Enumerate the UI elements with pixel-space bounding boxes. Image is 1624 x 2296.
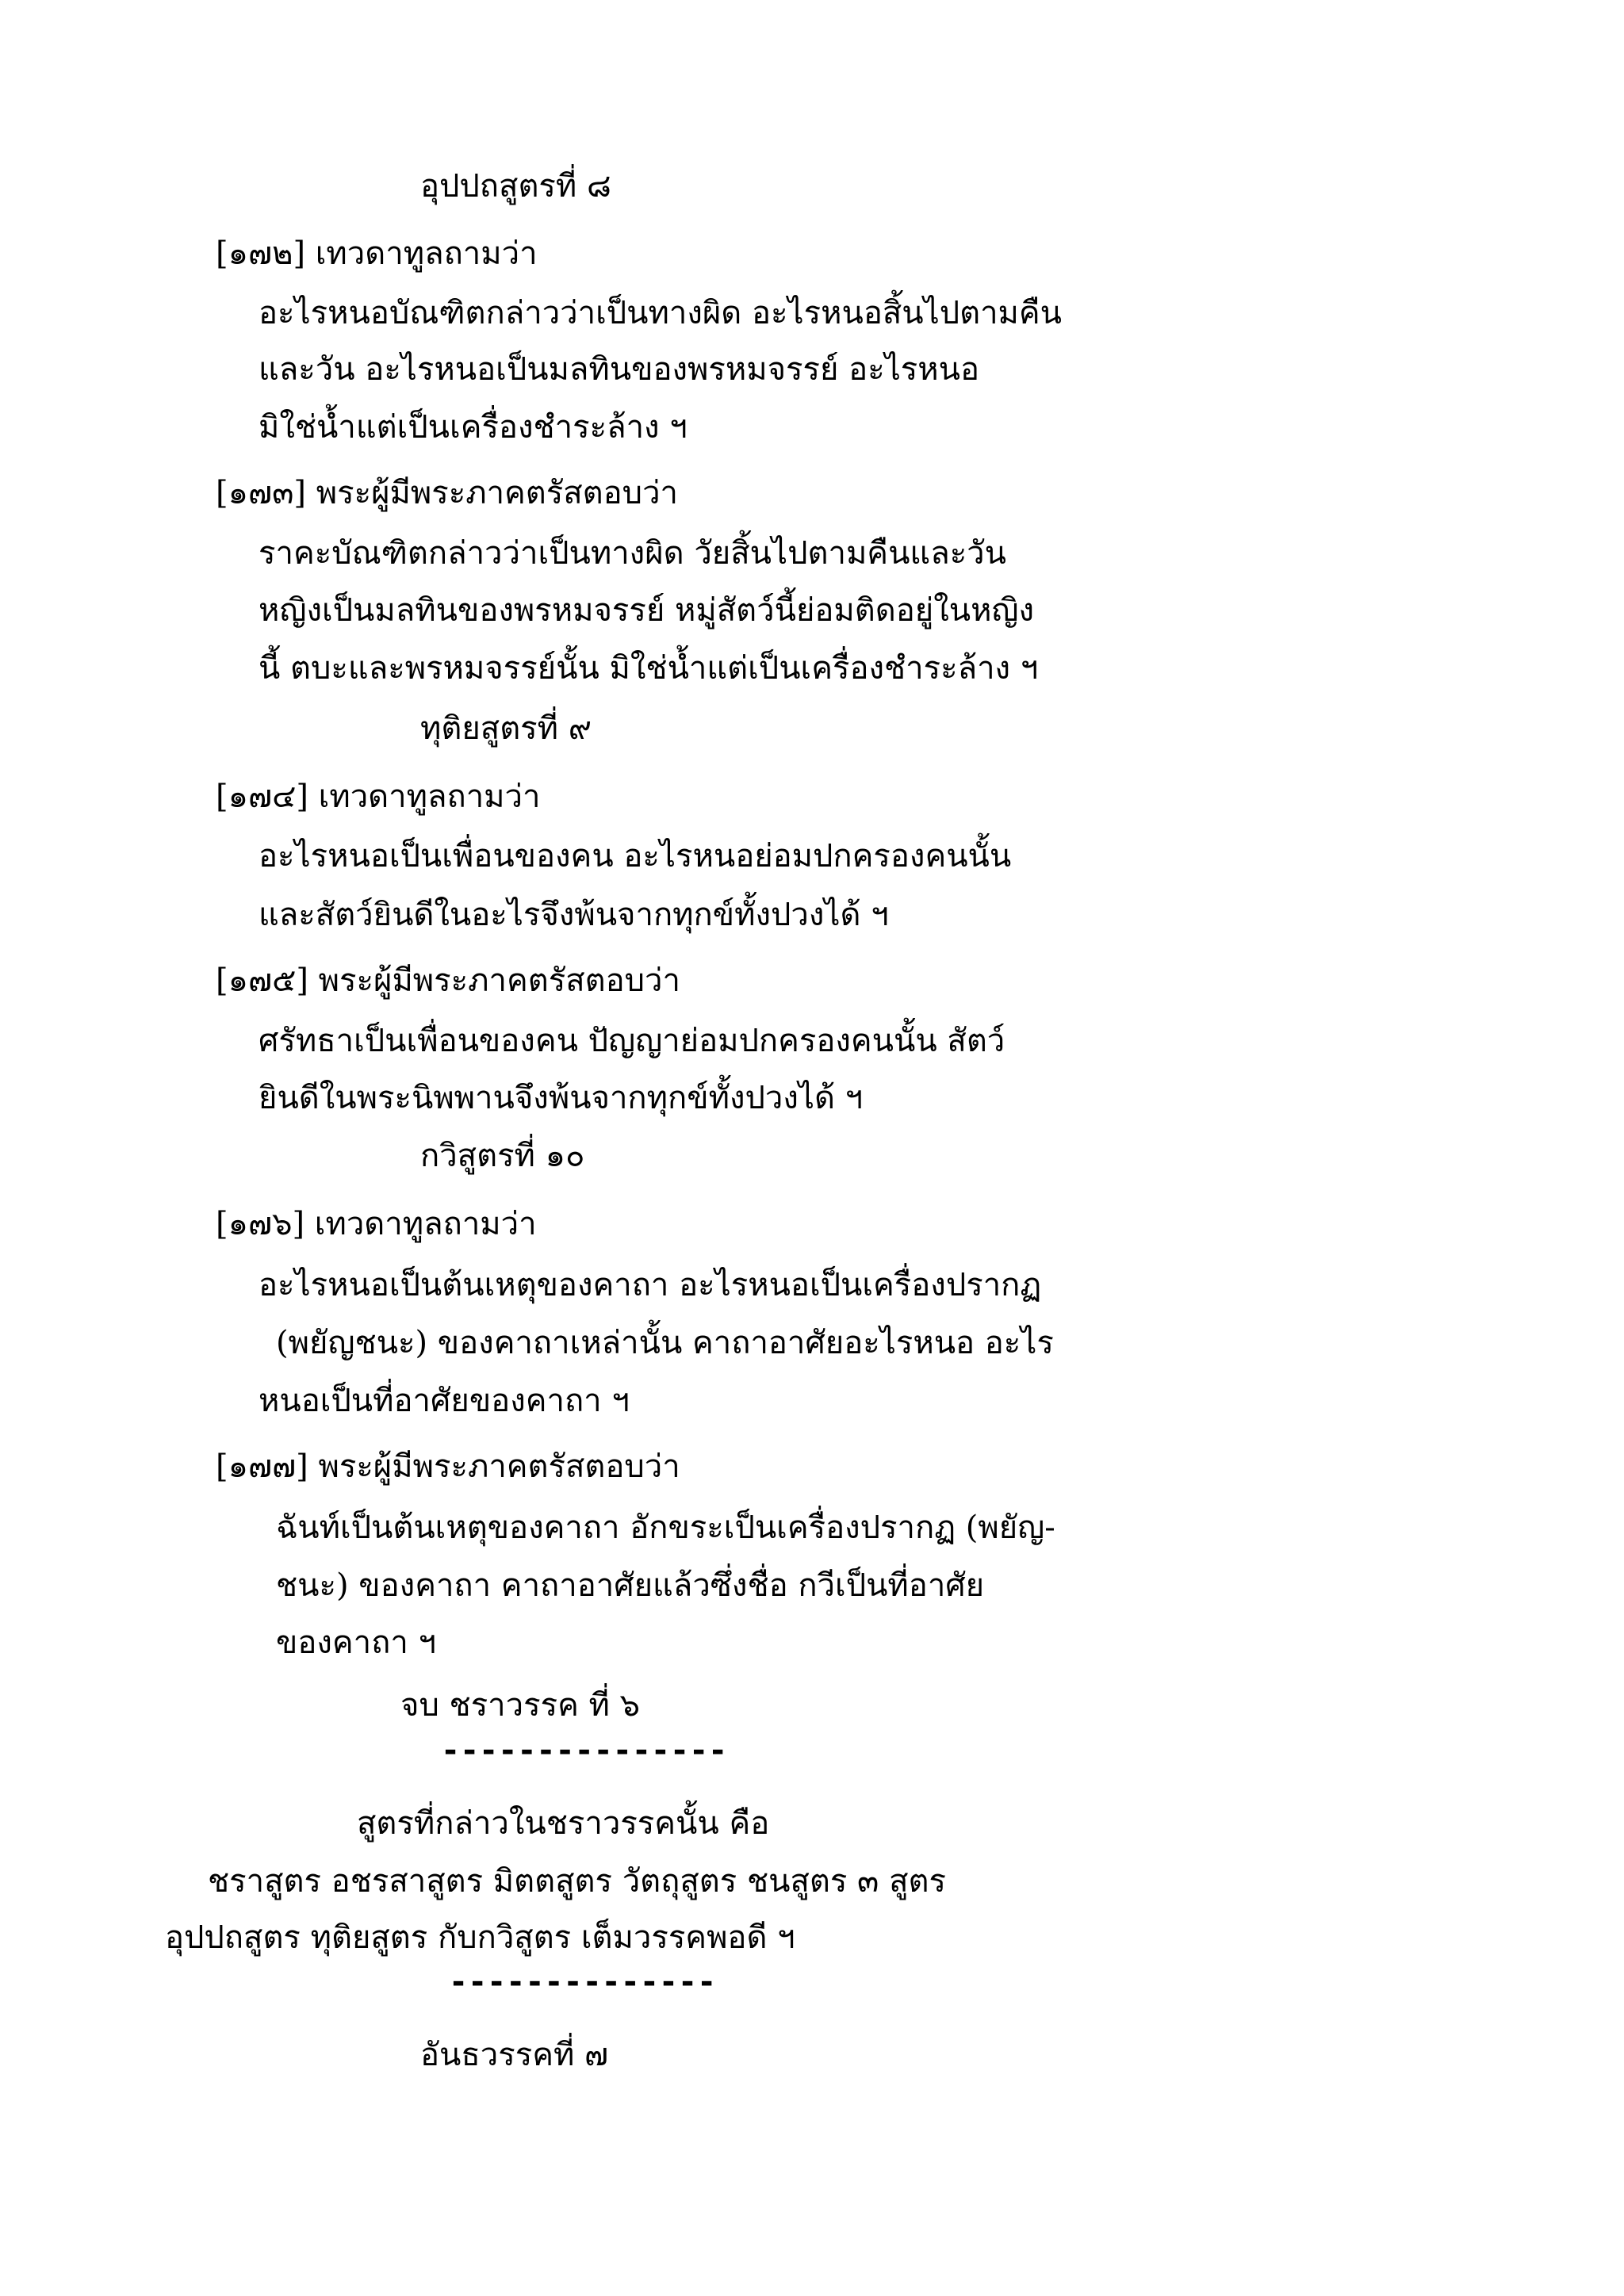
verse-number-line: [๑๗๓] พระผู้มีพระภาคตรัสตอบว่า [216,475,678,511]
verse-number-line: [๑๗๒] เทวดาทูลถามว่า [216,235,538,272]
sutta-heading: อุปปถสูตรที่ ๘ [420,168,611,205]
sutta-heading: กวิสูตรที่ ๑๐ [420,1138,585,1174]
verse-text-line: และสัตว์ยินดีในอะไรจึงพ้นจากทุกข์ทั้งปวงได้ ฯ [259,897,889,933]
summary-text-line: อุปปถสูตร ทุติยสูตร กับกวิสูตร เต็มวรรคพอดี ฯ [165,1919,795,1956]
verse-number-line: [๑๗๔] เทวดาทูลถามว่า [216,779,541,815]
verse-number-line: [๑๗๖] เทวดาทูลถามว่า [216,1206,537,1242]
verse-number-line: [๑๗๗] พระผู้มีพระภาคตรัสตอบว่า [216,1448,680,1485]
verse-text-line: ชนะ) ของคาถา คาถาอาศัยแล้วซึ่งชื่อ กวีเป็นที่อาศัย [276,1567,985,1604]
verse-number-line: [๑๗๕] พระผู้มีพระภาคตรัสตอบว่า [216,962,680,999]
verse-text-line: ฉันท์เป็นต้นเหตุของคาถา อักขระเป็นเครื่องปรากฏ (พยัญ- [276,1510,1055,1546]
verse-text-line: อะไรหนอเป็นต้นเหตุของคาถา อะไรหนอเป็นเครื่องปรากฏ [259,1267,1042,1303]
summary-heading: สูตรที่กล่าวในชราวรรคนั้น คือ [357,1805,770,1842]
verse-text-line: ราคะบัณฑิตกล่าวว่าเป็นทางผิด วัยสิ้นไปตามคืนและวัน [259,535,1006,572]
verse-text-line: มิใช่น้ำแต่เป็นเครื่องชำระล้าง ฯ [259,409,688,446]
verse-text-line: หนอเป็นที่อาศัยของคาถา ฯ [259,1383,630,1419]
verse-text-line: อะไรหนอเป็นเพื่อนของคน อะไรหนอย่อมปกครองคนนั้น [259,838,1012,874]
verse-text-line: อะไรหนอบัณฑิตกล่าวว่าเป็นทางผิด อะไรหนอสิ้นไปตามคืน [259,295,1063,331]
sutta-heading: ทุติยสูตรที่ ๙ [420,710,592,747]
separator-line: --------------- [441,1732,728,1769]
summary-text-line: ชราสูตร อชรสาสูตร มิตตสูตร วัตถุสูตร ชนสูตร ๓ สูตร [208,1863,946,1900]
verse-text-line: หญิงเป็นมลทินของพรหมจรรย์ หมู่สัตว์นี้ย่อมติดอยู่ในหญิง [259,592,1035,629]
verse-text-line: ศรัทธาเป็นเพื่อนของคน ปัญญาย่อมปกครองคนนั้น สัตว์ [259,1023,1005,1059]
next-chapter-heading: อันธวรรคที่ ๗ [420,2037,609,2073]
verse-text-line: นี้ ตบะและพรหมจรรย์นั้น มิใช่น้ำแต่เป็นเครื่องชำระล้าง ฯ [259,650,1039,687]
verse-text-line: (พยัญชนะ) ของคาถาเหล่านั้น คาถาอาศัยอะไรหนอ อะไร [276,1325,1054,1361]
chapter-end-line: จบ ชราวรรค ที่ ๖ [400,1687,641,1724]
verse-text-line: ยินดีในพระนิพพานจึงพ้นจากทุกข์ทั้งปวงได้ ฯ [259,1080,864,1116]
verse-text-line: ของคาถา ฯ [276,1624,436,1661]
verse-text-line: และวัน อะไรหนอเป็นมลทินของพรหมจรรย์ อะไรหนอ [259,351,980,388]
separator-line: -------------- [449,1964,717,2000]
